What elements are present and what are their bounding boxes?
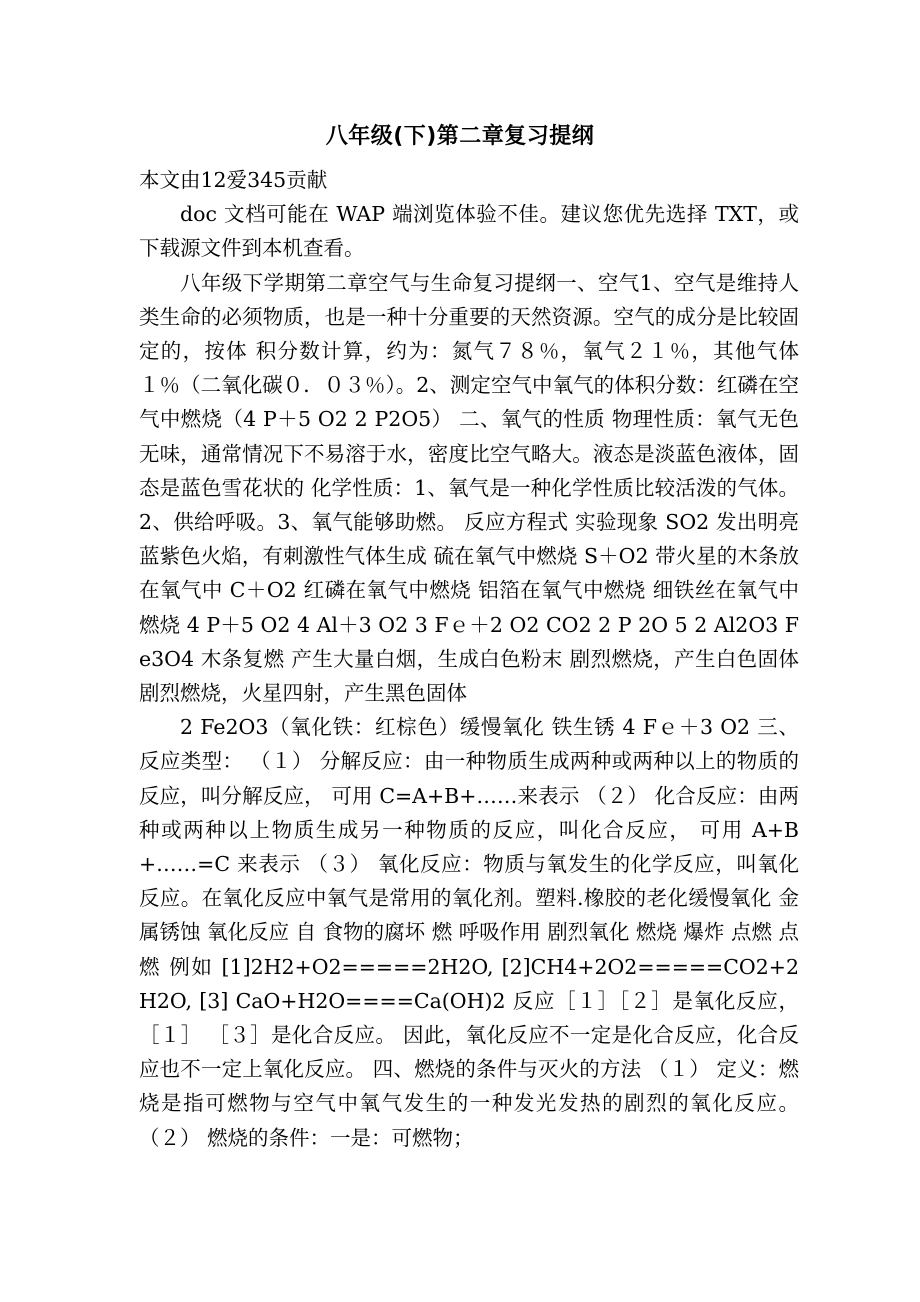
document-body — [139, 163, 799, 1155]
paragraph-outline-air-oxygen: 八年级下学期第二章空气与生命复习提纲一、空气1、空气是维持人类生命的必须物质，也是一种十分重要的天然资源。空气的成分是比较固定的，按体 积分数计算，约为：氮气７８％，氧气２１％，其他气体１％（二氧化碳０．０３％）。2、测定空气中氧气的体积分数：红磷在空气中燃烧（4 P＋5 O2 2 P2O5） 二、氧气的性质 物理性质：氧气无色无味，通常情况下不易溶于水，密度比空气略大。液态是淡蓝色液体，固态是蓝色雪花状的 化学性质：1、氧气是一种化学性质比较活泼的气体。2、供给呼吸。3、氧气能够助燃。 反应方程式 实验现象 SO2 发出明亮蓝紫色火焰，有刺激性气体生成 硫在氧气中燃烧 S＋O2 带火星的木条放在氧气中 C＋O2 红磷在氧气中燃烧 铝箔在氧气中燃烧 细铁丝在氧气中燃烧 4 P＋5 O2 4 Al＋3 O2 3 Fｅ＋2 O2 CO2 2 P 2O 5 2 Al2O3 Fe3O4 木条复燃 产生大量白烟，生成白色粉末 剧烈燃烧，产生白色固体 剧烈燃烧，火星四射，产生黑色固体 — [139, 270, 799, 706]
paragraph-notice: doc 文档可能在 WAP 端浏览体验不佳。建议您优先选择 TXT，或下载源文件到本机查看。 — [139, 202, 799, 261]
byline: 本文由12爱345贡献 — [139, 168, 328, 192]
paragraph-reaction-types-combustion: 2 Fe2O3（氧化铁：红棕色）缓慢氧化 铁生锈 4 Fｅ＋3 O2 三、反应类型： （１） 分解反应：由一种物质生成两种或两种以上的物质的反应，叫分解反应， 可用 C=A+B+……来表示 （２） 化合反应：由两种或两种以上物质生成另一种物质的反应，叫化合反应， 可用 A+B+……=C 来表示 （３） 氧化反应：物质与氧发生的化学反应，叫氧化反应。在氧化反应中氧气是常用的氧化剂。塑料.橡胶的老化缓慢氧化 金属锈蚀 氧化反应 自 食物的腐坏 燃 呼吸作用 剧烈氧化 燃烧 爆炸 点燃 点燃 例如 [1]2H2+O2=====2H2O, [2]CH4+2O2=====CO2+2H2O, [3] CaO+H2O====Ca(OH)2 反应［１］［２］是氧化反应， ［１］ ［３］是化合反应。 因此，氧化反应不一定是化合反应，化合反应也不一定上氧化反应。 四、燃烧的条件与灭火的方法 （１） 定义：燃烧是指可燃物与空气中氧气发生的一种发光发热的剧烈的氧化反应。 （２） 燃烧的条件：一是：可燃物； — [139, 715, 799, 1150]
document-title: 八年级(下)第二章复习提纲 — [325, 124, 595, 149]
